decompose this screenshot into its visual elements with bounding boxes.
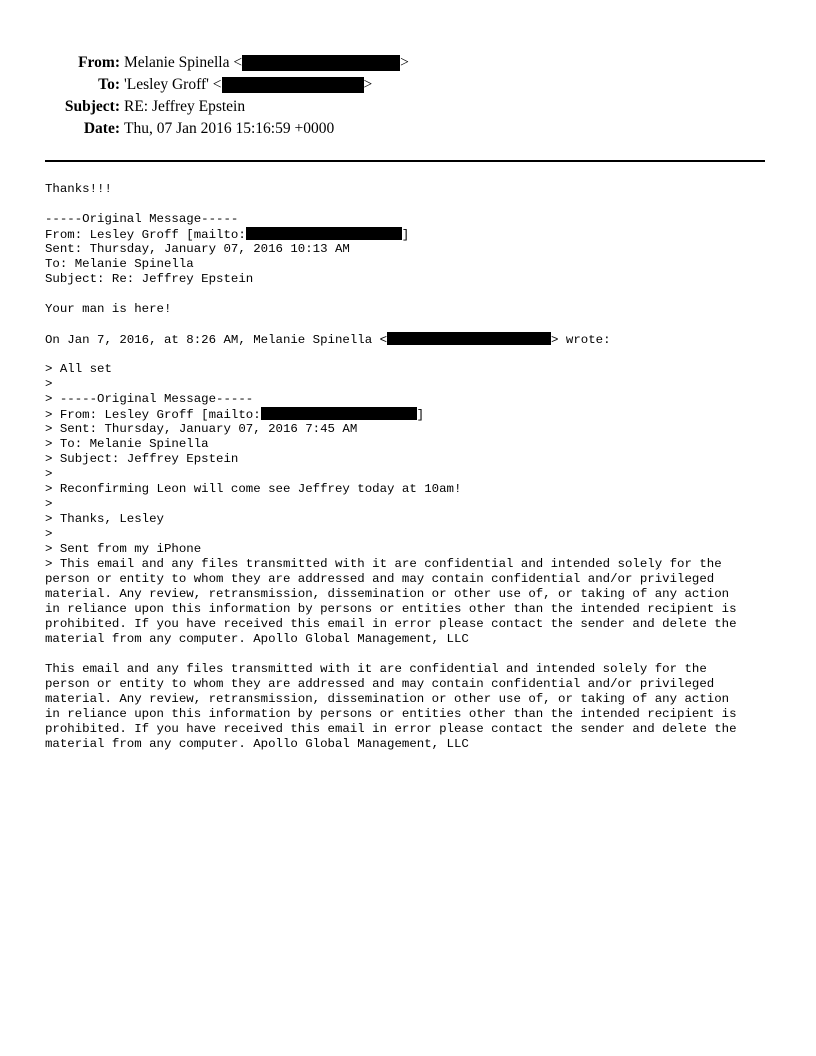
redaction-box (242, 55, 400, 71)
redaction-box (261, 407, 417, 420)
quoted-disclaimer-line: material from any computer. Apollo Global Management, LLC (45, 632, 469, 646)
blank-line (45, 347, 785, 362)
blank-line (45, 647, 785, 662)
quoted-line: > (45, 497, 53, 511)
quoted-disclaimer-line: in reliance upon this information by persons or entities other than the intended recipient is (45, 602, 737, 616)
to-name: 'Lesley Groff' < (124, 76, 222, 93)
to-end: > (363, 76, 373, 93)
attribution-line (45, 332, 785, 347)
date-row (40, 118, 409, 140)
from-label: From: (78, 54, 120, 71)
quoted-line: > All set (45, 362, 112, 376)
blank-line (45, 197, 785, 212)
disclaimer-line: material. Any review, retransmission, dissemination or other use of, or taking of any action (45, 692, 730, 706)
original-message: Your man is here! (45, 302, 172, 316)
date-label: Date: (83, 120, 120, 137)
quoted-to: > To: Melanie Spinella (45, 437, 209, 451)
quoted-disclaimer-line: prohibited. If you have received this email in error please contact the sender and delete the (45, 617, 737, 631)
quoted-reconfirm: > Reconfirming Leon will come see Jeffrey today at 10am! (45, 482, 462, 496)
quoted-line: > (45, 527, 53, 541)
redaction-box (246, 227, 402, 240)
attribution-text: On Jan 7, 2016, at 8:26 AM, Melanie Spinella < (45, 333, 388, 347)
from-end: > (400, 54, 409, 71)
quoted-disclaimer-line: material. Any review, retransmission, dissemination or other use of, or taking of any action (45, 587, 730, 601)
from-name: Melanie Spinella < (124, 54, 243, 71)
quoted-from-text: > From: Lesley Groff [mailto: (45, 408, 261, 422)
quoted-from (45, 407, 785, 422)
disclaimer-line: in reliance upon this information by persons or entities other than the intended recipient is (45, 707, 737, 721)
quoted-line: > (45, 377, 53, 391)
original-divider: -----Original Message----- (45, 212, 239, 226)
original-from (45, 227, 785, 242)
date-value: Thu, 07 Jan 2016 15:16:59 +0000 (124, 120, 335, 137)
original-from-text: From: Lesley Groff [mailto: (45, 228, 246, 242)
quoted-sent: > Sent: Thursday, January 07, 2016 7:45 AM (45, 422, 358, 436)
header-divider (45, 160, 765, 162)
redaction-box (222, 77, 364, 93)
quoted-sent-from: > Sent from my iPhone (45, 542, 202, 556)
disclaimer-line: material from any computer. Apollo Global Management, LLC (45, 737, 469, 751)
quoted-line: > (45, 467, 53, 481)
disclaimer-line: This email and any files transmitted with it are confidential and intended solely for the (45, 662, 707, 676)
quoted-subject: > Subject: Jeffrey Epstein (45, 452, 239, 466)
original-from-end: ] (401, 228, 410, 242)
quoted-thanks: > Thanks, Lesley (45, 512, 164, 526)
blank-line (45, 317, 785, 332)
disclaimer-line: person or entity to whom they are addressed and may contain confidential and/or privileged (45, 677, 715, 691)
reply-text: Thanks!!! (45, 182, 112, 196)
original-to: To: Melanie Spinella (45, 257, 194, 271)
blank-line (45, 287, 785, 302)
subject-row (40, 96, 409, 118)
original-sent: Sent: Thursday, January 07, 2016 10:13 AM (45, 242, 350, 256)
subject-value: RE: Jeffrey Epstein (124, 98, 246, 115)
original-subject: Subject: Re: Jeffrey Epstein (45, 272, 254, 286)
disclaimer-line: prohibited. If you have received this email in error please contact the sender and delete the (45, 722, 737, 736)
quoted-disclaimer-line: > This email and any files transmitted with it are confidential and intended solely for the (45, 557, 722, 571)
from-row (40, 52, 409, 74)
to-label: To: (98, 76, 120, 93)
quoted-disclaimer-line: person or entity to whom they are addressed and may contain confidential and/or privileged (45, 572, 715, 586)
redaction-box (387, 332, 551, 345)
quoted-divider: > -----Original Message----- (45, 392, 254, 406)
quoted-from-end: ] (416, 408, 425, 422)
to-row (40, 74, 409, 96)
email-body (45, 182, 785, 752)
subject-label: Subject: (64, 98, 120, 115)
email-header (40, 52, 409, 140)
attribution-end: > wrote: (551, 333, 611, 347)
